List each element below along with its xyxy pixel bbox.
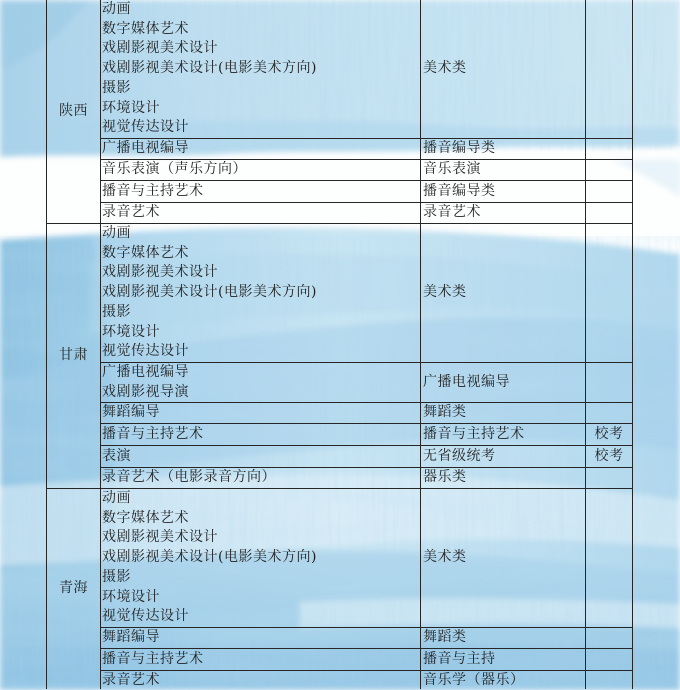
major-list-cell	[101, 649, 421, 671]
exam-category: 播音编导类	[423, 140, 496, 157]
major-name: 动画	[102, 225, 131, 242]
category-cell	[421, 424, 586, 446]
major-list-cell	[101, 628, 421, 649]
note-cell	[586, 0, 633, 139]
category-cell	[421, 363, 586, 403]
major-name: 戏剧影视美术设计	[102, 40, 218, 57]
major-name: 数字媒体艺术	[102, 20, 189, 37]
note-cell	[586, 160, 633, 181]
major-name: 广播电视编导	[102, 363, 189, 380]
exam-category: 无省级统考	[423, 447, 496, 464]
major-name: 戏剧影视美术设计	[102, 264, 218, 281]
major-name: 音乐表演（声乐方向）	[102, 161, 247, 178]
category-cell	[421, 181, 586, 203]
note-cell	[586, 468, 633, 489]
major-name: 环境设计	[102, 99, 160, 116]
category-cell	[421, 224, 586, 363]
major-name: 戏剧影视美术设计(电影美术方向)	[102, 60, 317, 77]
major-list-cell	[101, 363, 421, 403]
major-name: 表演	[102, 447, 131, 464]
exam-category: 美术类	[423, 284, 467, 301]
major-name: 环境设计	[102, 323, 160, 340]
note-cell	[586, 628, 633, 649]
exam-category: 播音与主持艺术	[423, 425, 525, 442]
note-cell	[586, 671, 633, 689]
note-cell	[586, 139, 633, 160]
admission-table	[46, 0, 633, 689]
note-cell	[586, 649, 633, 671]
province-cell	[47, 224, 101, 489]
school-exam-note: 校考	[594, 447, 624, 464]
major-list-cell	[101, 224, 421, 363]
major-list-cell	[101, 489, 421, 628]
category-cell	[421, 671, 586, 689]
major-name: 舞蹈编导	[102, 404, 160, 421]
province-name: 陕西	[59, 102, 88, 119]
exam-category: 录音艺术	[423, 204, 481, 221]
exam-category: 音乐表演	[423, 161, 481, 178]
exam-category: 美术类	[423, 60, 467, 77]
major-name: 录音艺术	[102, 204, 160, 221]
major-list-cell	[101, 403, 421, 424]
major-list-cell	[101, 181, 421, 203]
major-name: 录音艺术	[102, 672, 160, 688]
major-name: 戏剧影视美术设计	[102, 529, 218, 546]
category-cell	[421, 160, 586, 181]
province-cell	[47, 489, 101, 689]
major-name: 视觉传达设计	[102, 343, 189, 360]
category-cell	[421, 139, 586, 160]
category-cell	[421, 203, 586, 224]
major-list-cell	[101, 671, 421, 689]
major-name: 动画	[102, 490, 131, 507]
category-cell	[421, 403, 586, 424]
major-name: 戏剧影视美术设计(电影美术方向)	[102, 284, 317, 301]
category-cell	[421, 446, 586, 468]
exam-category: 美术类	[423, 549, 467, 566]
major-list-cell	[101, 139, 421, 160]
province-cell	[47, 0, 101, 224]
major-name: 舞蹈编导	[102, 629, 160, 646]
major-name: 摄影	[102, 303, 131, 320]
major-name: 录音艺术（电影录音方向）	[102, 469, 276, 486]
major-name: 戏剧影视导演	[102, 383, 189, 400]
major-list-cell	[101, 0, 421, 139]
exam-category: 播音编导类	[423, 182, 496, 199]
category-cell	[421, 468, 586, 489]
major-name: 视觉传达设计	[102, 608, 189, 625]
note-cell	[586, 203, 633, 224]
category-cell	[421, 0, 586, 139]
province-name: 青海	[59, 580, 88, 597]
note-cell	[586, 424, 633, 446]
note-cell	[586, 489, 633, 628]
exam-category: 舞蹈类	[423, 629, 467, 646]
school-exam-note: 校考	[594, 425, 624, 442]
major-list-cell	[101, 424, 421, 446]
exam-category: 舞蹈类	[423, 404, 467, 421]
exam-category: 广播电视编导	[423, 373, 510, 390]
exam-category: 播音与主持	[423, 650, 496, 667]
category-cell	[421, 628, 586, 649]
major-name: 环境设计	[102, 588, 160, 605]
major-name: 广播电视编导	[102, 140, 189, 157]
major-name: 数字媒体艺术	[102, 509, 189, 526]
note-cell	[586, 446, 633, 468]
category-cell	[421, 489, 586, 628]
major-name: 摄影	[102, 79, 131, 96]
note-cell	[586, 181, 633, 203]
exam-category: 音乐学（器乐）	[423, 672, 525, 688]
category-cell	[421, 649, 586, 671]
major-name: 数字媒体艺术	[102, 244, 189, 261]
major-list-cell	[101, 446, 421, 468]
note-cell	[586, 224, 633, 363]
major-list-cell	[101, 203, 421, 224]
note-cell	[586, 363, 633, 403]
note-cell	[586, 403, 633, 424]
exam-category: 器乐类	[423, 469, 467, 486]
major-name: 播音与主持艺术	[102, 182, 204, 199]
major-name: 播音与主持艺术	[102, 650, 204, 667]
major-list-cell	[101, 160, 421, 181]
major-name: 戏剧影视美术设计(电影美术方向)	[102, 549, 317, 566]
major-name: 摄影	[102, 568, 131, 585]
major-name: 动画	[102, 1, 131, 18]
major-list-cell	[101, 468, 421, 489]
major-name: 播音与主持艺术	[102, 425, 204, 442]
major-name: 视觉传达设计	[102, 119, 189, 136]
province-name: 甘肃	[59, 347, 88, 364]
